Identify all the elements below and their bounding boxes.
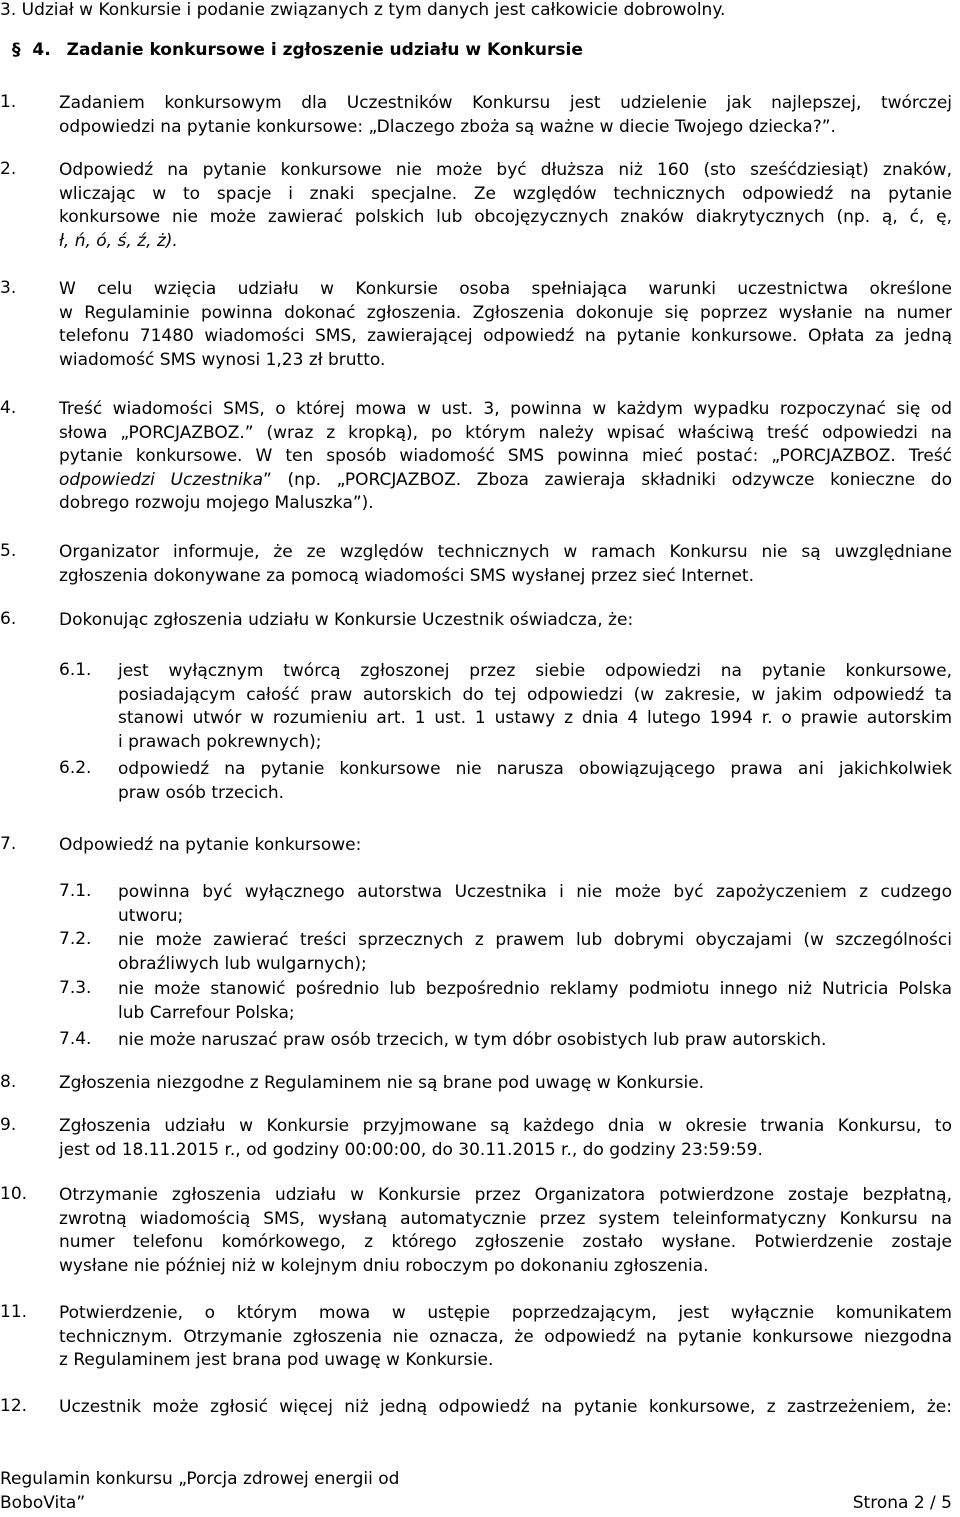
item-line: ł, ń, ó, ś, ź, ż). [59,230,178,251]
item-number: 3. [0,278,17,298]
item-line: wysłane nie później niż w kolejnym dniu roboczym po dokonaniu zgłoszenia. [59,1255,709,1276]
item-number: 11. [0,1302,28,1322]
item-line: zgłoszenia dokonywane za pomocą wiadomości SMS wysłanej przez sieć Internet. [59,565,754,586]
sub-item-number: 6.1. [59,660,92,680]
item-line: utworu; [118,905,184,926]
section-number: 4. [32,40,51,60]
item-line: słowa „PORCJAZBOZ.” (wraz z kropką), po którym należy wpisać właściwą treść odpowiedzi na [59,422,952,443]
item-line: Organizator informuje, że ze względów technicznych w ramach Konkursu nie są uwzględniane [59,542,952,562]
item-line: w Regulaminie powinna dokonać zgłoszenia. Zgłoszenia dokonuje się poprzez wysłanie na numer [59,302,952,323]
item-line: stanowi utwór w rozumieniu art. 1 ust. 1 ustawy z dnia 4 lutego 1994 r. o prawie autorskim [118,708,952,728]
item-line: nie może zawierać treści sprzecznych z prawem lub dobrymi obyczajami (w szczególności [118,930,952,950]
item-line: Odpowiedź na pytanie konkursowe: [59,835,362,855]
sub-item-number: 7.1. [59,881,92,901]
item-line: posiadającym całość praw autorskich do tej odpowiedzi (w zakresie, w jakim odpowiedź ta [118,684,952,705]
item-line: Zgłoszenia udziału w Konkursie przyjmowane są każdego dnia w okresie trwania Konkursu, to [59,1116,952,1136]
item-number: 7. [0,834,17,854]
intro-item-3: 3. Udział w Konkursie i podanie związanych z tym danych jest całkowicie dobrowolny. [0,0,726,20]
item-line: Dokonując zgłoszenia udziału w Konkursie Uczestnik oświadcza, że: [59,610,634,630]
item-number: 9. [0,1115,17,1135]
sub-item-number: 6.2. [59,758,92,778]
item-line: odpowiedzi na pytanie konkursowe: „Dlaczego zboża są ważne w diecie Twojego dziecka?”. [59,116,836,137]
item-line: nie może naruszać praw osób trzecich, w tym dóbr osobistych lub praw autorskich. [118,1030,827,1050]
item-line: wiadomość SMS wynosi 1,23 zł brutto. [59,349,386,370]
item-line: lub Carrefour Polska; [118,1002,295,1023]
item-line: Odpowiedź na pytanie konkursowe nie może być dłuższa niż 160 (sto sześćdziesiąt) znaków, [59,160,952,180]
item-line: W celu wzięcia udziału w Konkursie osoba spełniająca warunki uczestnictwa określone [59,279,952,299]
item-line: wliczając w to spacje i znaki specjalne. Ze względów technicznych odpowiedź na pytanie [59,183,952,204]
item-number: 10. [0,1184,28,1204]
item-text: ” (np. „PORCJAZBOZ. Zboza zawieraja składniki odzywcze konieczne do [263,469,952,490]
page-number: Strona 2 / 5 [852,1493,952,1513]
item-line: Otrzymanie zgłoszenia udziału w Konkursie przez Organizatora potwierdzone zostaje bezpłatną, [59,1185,952,1205]
item-line: zwrotną wiadomością SMS, wysłaną automatycznie przez system teleinformatyczny Konkursu na [59,1208,952,1229]
item-line: obraźliwych lub wulgarnych); [118,953,367,974]
item-line: Uczestnik może zgłosić więcej niż jedną odpowiedź na pytanie konkursowe, z zastrzeżeniem, że: [59,1397,952,1417]
item-line: jest wyłącznym twórcą zgłoszonej przez siebie odpowiedzi na pytanie konkursowe, [118,661,952,681]
item-number: 5. [0,541,17,561]
item-line: technicznym. Otrzymanie zgłoszenia nie oznacza, że odpowiedź na pytanie konkursowe niezgodna [59,1326,952,1347]
item-number: 2. [0,159,17,179]
footer-title-line-2: BoboVita” [0,1493,86,1513]
item-line: praw osób trzecich. [118,782,284,803]
item-line: jest od 18.11.2015 r., od godziny 00:00:00, do 30.11.2015 r., do godziny 23:59:59. [59,1139,763,1160]
item-line: Treść wiadomości SMS, o której mowa w ust. 3, powinna w każdym wypadku rozpoczynać się od [59,399,952,419]
sub-item-number: 7.2. [59,929,92,949]
item-line: z Regulaminem jest brana pod uwagę w Konkursie. [59,1350,494,1370]
section-symbol: § [12,40,21,60]
item-line: konkursowe nie może zawierać polskich lub obcojęzycznych znaków diakrytycznych (np. ą, ć, ę, [59,207,952,227]
item-line: Potwierdzenie, o którym mowa w ustępie poprzedzającym, jest wyłącznie komunikatem [59,1303,952,1323]
item-line: powinna być wyłącznego autorstwa Uczestnika i nie może być zapożyczeniem z cudzego [118,882,952,902]
item-line: nie może stanowić pośrednio lub bezpośrednio reklamy podmiotu innego niż Nutricia Polska [118,979,952,999]
item-line: Zgłoszenia niezgodne z Regulaminem nie są brane pod uwagę w Konkursie. [59,1073,705,1093]
item-line: telefonu 71480 wiadomości SMS, zawierającej odpowiedź na pytanie konkursowe. Opłata za jedną [59,326,952,346]
item-number: 12. [0,1396,28,1416]
item-number: 8. [0,1072,17,1092]
item-line: numer telefonu komórkowego, z którego zgłoszenie zostało wysłane. Potwierdzenie zostaje [59,1232,952,1252]
sub-item-number: 7.3. [59,978,92,998]
item-line: dobrego rozwoju mojego Maluszka”). [59,493,374,513]
item-line [59,469,952,493]
item-line: Zadaniem konkursowym dla Uczestników Konkursu jest udzielenie jak najlepszej, twórczej [59,93,952,113]
item-line: pytanie konkursowe. W ten sposób wiadomość SMS powinna mieć postać: „PORCJAZBOZ. Treść [59,446,952,466]
section-heading [12,40,583,60]
item-line: odpowiedź na pytanie konkursowe nie narusza obowiązującego prawa ani jakichkolwiek [118,759,952,779]
italic-text: odpowiedzi Uczestnika [59,469,263,490]
sub-item-number: 7.4. [59,1029,92,1049]
item-number: 1. [0,92,17,112]
item-line: i prawach pokrewnych); [118,731,322,752]
section-title: Zadanie konkursowe i zgłoszenie udziału w Konkursie [66,40,583,60]
item-number: 6. [0,609,17,629]
item-number: 4. [0,398,17,418]
footer-title-line-1: Regulamin konkursu „Porcja zdrowej energii od [0,1469,400,1489]
